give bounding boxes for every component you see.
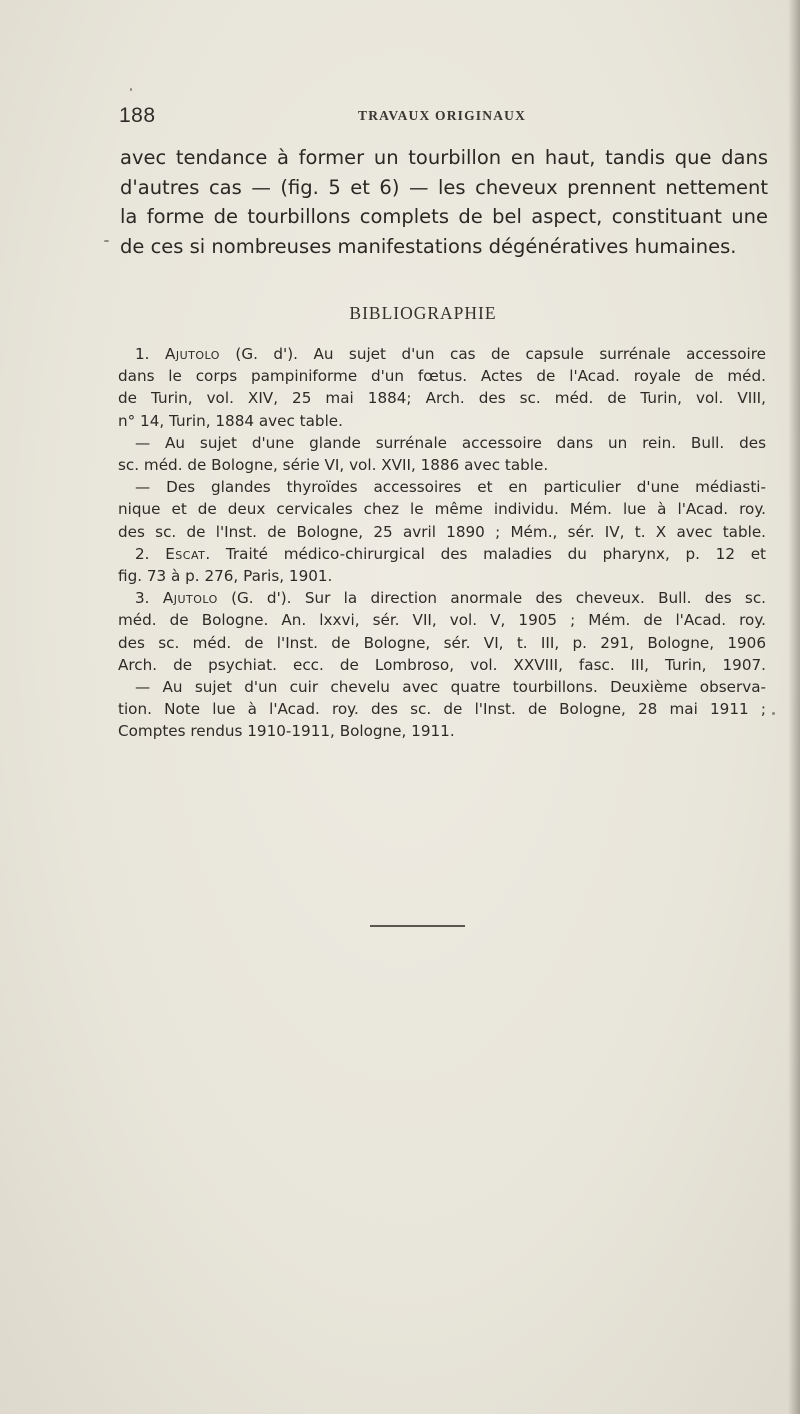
entry-author-rest: (G. d').: [231, 589, 292, 608]
page-edge-shadow: [788, 0, 800, 1414]
entry-author: Ajutolo: [164, 345, 220, 363]
entry-number: 3.: [135, 589, 150, 608]
bibliography-entry-1c-line: des sc. de l'Inst. de Bologne, 25 avril 1890 ; Mém., sér. IV, t. X avec table.: [118, 522, 766, 541]
bibliography-entry-2-line: [118, 543, 766, 565]
bibliography-entry-3b-line: — Au sujet d'un cuir chevelu avec quatre tourbillons. Deuxième observa-: [135, 678, 766, 697]
entry-text: Au sujet d'un cas de capsule surrénale accessoire: [313, 345, 767, 363]
bibliography-entry-3-line: méd. de Bologne. An. lxxvi, sér. VII, vol. V, 1905 ; Mém. de l'Acad. roy.: [118, 611, 766, 630]
entry-author-rest: (G. d').: [235, 345, 298, 363]
bibliography-entry-1-line: dans le corps pampiniforme d'un fœtus. Actes de l'Acad. royale de méd.: [118, 367, 766, 386]
entry-text: Sur la direction anormale des cheveux. Bull. des sc.: [304, 589, 767, 608]
section-title: [0, 303, 800, 324]
intro-line: la forme de tourbillons complets de bel aspect, constituant une: [120, 205, 768, 228]
entry-number: 1.: [135, 345, 150, 363]
entry-text: Traité médico-chirurgical des maladies du pharynx, p. 12 et: [225, 544, 767, 563]
paper-speck: [772, 712, 775, 715]
bibliography-entry-3-line: des sc. méd. de l'Inst. de Bologne, sér. VI, t. III, p. 291, Bologne, 1906: [118, 633, 766, 652]
page-number: 188: [119, 104, 156, 127]
paper-speck: [104, 240, 109, 242]
bibliography-entry-2-line: fig. 73 à p. 276, Paris, 1901.: [118, 567, 333, 586]
intro-line: avec tendance à former un tourbillon en haut, tandis que dans: [120, 146, 768, 169]
entry-number: 2.: [135, 544, 150, 563]
entry-author: Ajutolo: [162, 589, 218, 608]
bibliography-entry-3b-line: Comptes rendus 1910-1911, Bologne, 1911.: [118, 722, 455, 741]
bibliography-entry-1-line: [118, 343, 766, 365]
bibliography-entry-1-line: de Turin, vol. XIV, 25 mai 1884; Arch. des sc. méd. de Turin, vol. VIII,: [118, 389, 766, 408]
bibliography-entry-1c-line: — Des glandes thyroïdes accessoires et en particulier d'une médiasti-: [135, 478, 766, 497]
bibliography-entry-3-line: [118, 587, 766, 609]
intro-line: d'autres cas — (fig. 5 et 6) — les cheveux prennent nettement: [120, 175, 768, 199]
intro-line: de ces si nombreuses manifestations dégénératives humaines.: [120, 234, 737, 258]
bibliography-entry-1-line: n° 14, Turin, 1884 avec table.: [118, 411, 343, 430]
paper-speck: [130, 88, 132, 91]
bibliography-entry-1c-line: nique et de deux cervicales chez le même individu. Mém. lue à l'Acad. roy.: [118, 500, 766, 519]
entry-author: Escat: [165, 544, 206, 563]
bibliography-entry-3b-line: tion. Note lue à l'Acad. roy. des sc. de l'Inst. de Bologne, 28 mai 1911 ;: [118, 700, 766, 719]
entry-author-rest: .: [205, 544, 211, 563]
bibliography-list: [118, 343, 766, 743]
section-title-text: BIBLIOGRAPHIE: [349, 303, 497, 323]
page-header: [119, 104, 769, 128]
intro-paragraph: [120, 143, 768, 261]
running-head: TRAVAUX ORIGINAUX: [358, 108, 527, 123]
bibliography-entry-3-line: Arch. de psychiat. ecc. de Lombroso, vol. XXVIII, fasc. III, Turin, 1907.: [118, 655, 766, 674]
bibliography-entry-1b-line: — Au sujet d'une glande surrénale accessoire dans un rein. Bull. des: [135, 433, 766, 452]
end-rule: [370, 925, 465, 927]
bibliography-entry-1b-line: sc. méd. de Bologne, série VI, vol. XVII, 1886 avec table.: [118, 456, 549, 475]
